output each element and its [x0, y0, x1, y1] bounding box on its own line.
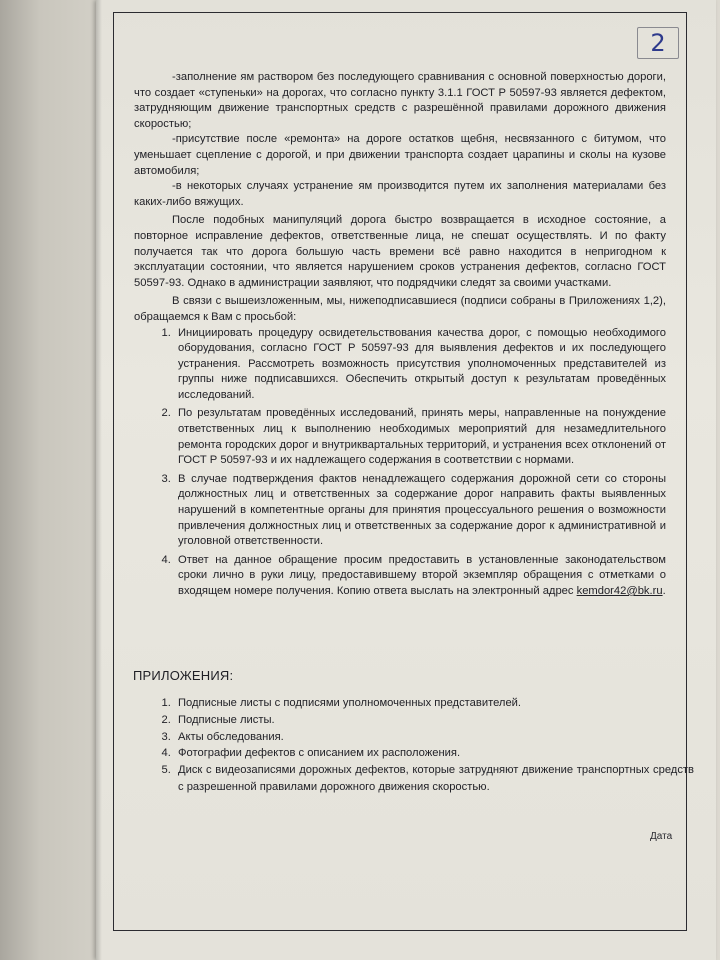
handwritten-page-number: 2	[637, 27, 679, 59]
request-item-2: 2. По результатам проведённых исследований, принять меры, направленные на понуждение ответственных лиц к выполнению необходимых мероприятий для незамедлительного ремонта городских дорог и внутриквартальных территорий, и устранения всех отклонений от ГОСТ Р 50597-93 и их надлежащего содержания в соответствии с нормами.	[174, 406, 666, 468]
date-label: Дата	[650, 831, 673, 842]
appendix-item-5: 5. Диск с видеозаписями дорожных дефектов, которые затрудняют движение транспортных средств с разрешенной правилами дорожного движения скоростью.	[174, 762, 694, 796]
request-item-4-text: Ответ на данное обращение просим предоставить в установленные законодательством сроки лично в руки лицу, предоставившему второй экземпляр обращения с отметками о входящем номере получения. Копию ответа выслать на электронный адрес	[178, 553, 666, 597]
request-item-4-end: .	[662, 585, 666, 597]
request-item-3: 3. В случае подтверждения фактов ненадлежащего содержания дорожной сети со стороны должностных лиц и ответственных за содержание дорог направить факты выявленных нарушений в компетентные органы для принятия процессуального решения о возможности привлечения должностных лиц и ответственных за содержание дорог к административной и уголовной ответственности.	[174, 472, 666, 550]
paragraph-request-intro: В связи с вышеизложенным, мы, нижеподписавшиеся (подписи собраны в Приложениях 1,2), обращаемся к Вам с просьбой:	[134, 295, 666, 323]
email-address: kemdor42@bk.ru	[576, 585, 663, 597]
appendix-item-4: 4. Фотографии дефектов с описанием их расположения.	[174, 745, 694, 762]
paragraph-road-returns: После подобных манипуляций дорога быстро возвращается в исходное состояние, а повторное исправление дефектов, ответственные лица, не спешат осуществлять. И по факту получается так что дорога большую часть времени всё равно находится в непригодном к эксплуатации состоянии, что является нарушением сроков устранения дефектов, согласно ГОСТ 50597-93. Однако в администрации заявляют, что подрядчики следят за своими участками.	[134, 214, 666, 289]
request-item-4	[174, 553, 666, 600]
page-edge-shadow	[96, 0, 102, 960]
request-item-1: 1. Инициировать процедуру освидетельствования качества дорог, с помощью необходимого оборудования, согласно ГОСТ Р 50597-93 для выявления дефектов и их последующего устранения. Рассмотреть возможность присутствия уполномоченных представителей из группы ниже подписавшихся. Обеспечить открытый доступ к результатам проведённых исследований.	[174, 326, 666, 404]
appendix-item-2: 2. Подписные листы.	[174, 712, 694, 729]
document-body	[134, 70, 666, 603]
paragraph-no-binder: -в некоторых случаях устранение ям производится путем их заполнения материалами без каких-либо вяжущих.	[134, 180, 666, 208]
appendix-list	[150, 695, 694, 796]
paragraph-gravel-remains: -присутствие после «ремонта» на дороге остатков щебня, несвязанного с битумом, что уменьшает сцепление с дорогой, и при движении транспорта создает царапины и сколы на кузове автомобиля;	[134, 133, 666, 177]
appendix-title: ПРИЛОЖЕНИЯ:	[133, 668, 234, 683]
paragraph-potholes-filling: -заполнение ям раствором без последующего сравнивания с основной поверхностью дороги, что создает «ступеньки» на дорогах, что согласно пункту 3.1.1 ГОСТ Р 50597-93 является дефектом, затрудняющим движение транспортных средств с разрешённой правилами дорожного движения скоростью;	[134, 71, 666, 130]
appendix-item-1: 1. Подписные листы с подписями уполномоченных представителей.	[174, 695, 694, 712]
appendix-item-3: 3. Акты обследования.	[174, 729, 694, 746]
requests-list	[134, 326, 666, 600]
